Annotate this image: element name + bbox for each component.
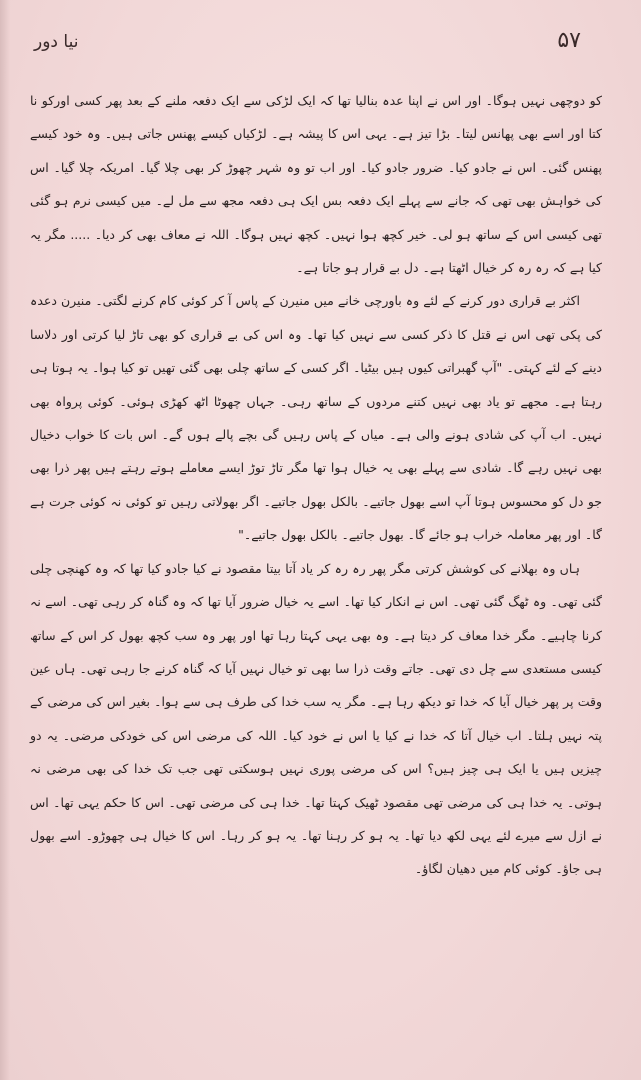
paragraph-2: اکثر بے قراری دور کرنے کے لئے وہ باورچی خانے میں منیرن کے پاس آ کر کوئی کام کرنے لگتی۔ منیرن دعدہ کی پکی تھی اس نے قتل کا ذکر کسی سے نہیں کیا تھا۔ وہ اس کی بے قراری کو بھی تاڑ لیا کرتی اور دلاسا دینے کے لئے کہتی۔ "آپ گھبراتی کیوں ہیں بیٹیا۔ اگر کسی کے ساتھ چلی بھی گئی تھیں تو کیا ہوا۔ یہ ہوتا ہی رہتا ہے۔ مجھے تو یاد بھی نہیں کتنے مردوں کے ساتھ رہی۔ جہاں چھوٹا اٹھ کھڑی ہوئی۔ کوئی پرواہ بھی نہیں۔ اب آپ کی شادی ہونے والی ہے۔ میاں کے پاس رہیں گی بچے پالے ہوں گے۔ اس بات کا خواب دخیال بھی نہیں رہے گا۔ شادی سے پہلے بھی یہ خیال ہوا تھا مگر تاڑ توڑ ایسے معاملے ہوتے رہتے ہیں پھر ذرا بھی جو دل کو محسوس ہوتا آپ اسے بھول جاتیے۔ بالکل بھول جاتیے۔ اگر بھولاتی رہیں تو کوئی نہ کوئی جرت ہے گا۔ اور پھر معاملہ خراب ہو جائے گا۔ بھول جاتیے۔ بالکل بھول جاتیے۔" [30,293,602,543]
page-number: ۵۷ [557,28,581,53]
paragraph-3: ہاں وہ بھلانے کی کوشش کرتی مگر پھر رہ رہ کر یاد آتا بیتا مقصود نے کیا جادو کیا تھا کہ وہ کھنچی چلی گئی تھی۔ وہ ٹھگ گئی تھی۔ اس نے انکار کیا تھا۔ اسے یہ خیال ضرور آیا تھا کہ وہ گناہ کر رہی تھی۔ اسے نہ کرنا چاہیے۔ مگر خدا معاف کر دیتا ہے۔ وہ بھی یہی کہتا رہا تھا اور پھر وہ سب کچھ بھول کر اس کے ساتھ کیسی مستعدی سے چل دی تھی۔ جاتے وقت ذرا سا بھی تو خیال نہیں آیا کہ گناہ کرنے جا رہی تھی۔ ہاں عین وقت پر پھر خیال آیا کہ خدا تو دیکھ رہا ہے۔ مگر یہ سب خدا کی طرف ہی سے ہوا۔ بغیر اس کی مرضی کے پتہ نہیں ہلتا۔ اب خیال آتا کہ خدا نے کیا یا اس نے خود کیا۔ اللہ کی مرضی اس کی خودکی مرضی۔ یہ دو چیزیں ہیں یا ایک ہی چیز ہیں؟ اس کی مرضی پوری نہیں ہوسکتی تھی جب تک خدا کی بھی مرضی نہ ہوتی۔ یہ خدا ہی کی مرضی تھی مقصود ٹھیک کہتا تھا۔ خدا ہی کی مرضی تھی۔ اس کا حکم یہی تھا۔ اس نے ازل سے میرے لئے یہی لکھ دیا تھا۔ یہ ہو کر رہنا تھا۔ یہ ہو کر رہا۔ اس کا خیال ہی چھوڑو۔ اسے بھول ہی جاؤ۔ کوئی کام میں دھیان لگاؤ۔ [30,560,602,877]
page-fold-shadow [0,0,10,1080]
body-text [30,84,602,886]
running-head-journal-name: نیا دور [34,32,79,52]
page-header [34,26,581,66]
paragraph-1: کو دوچھی نہیں ہوگا۔ اور اس نے اپنا عدہ بنالیا تھا کہ ایک لڑکی سے ایک دفعہ ملنے کے بعد پھر کسی اورکو نا کتا اور اسے بھی پھانس لیتا۔ بڑا تیز ہے۔ یہی اس کا پیشہ ہے۔ لڑکیاں کیسے پھنس جاتی ہیں۔ وہ خود کیسے پھنس گئی۔ اس نے جادو کیا۔ ضرور جادو کیا۔ اور اب تو وہ شہر چھوڑ کر بھی چلا گیا۔ امریکہ چلا گیا۔ اس کی خواہش بھی تھی کہ جانے سے پہلے ایک دفعہ بس ایک ہی دفعہ مجھ سے مل لے۔ میں کیسی نرم ہو گئی تھی کیسی اس کے ساتھ ہو لی۔ خیر کچھ ہوا نہیں۔ کچھ نہیں ہوگا۔ اللہ نے معاف بھی کر دیا۔ ..... مگر یہ کیا ہے کہ رہ رہ کر خیال اٹھتا ہے۔ دل بے قرار ہو جاتا ہے۔ [30,93,602,276]
